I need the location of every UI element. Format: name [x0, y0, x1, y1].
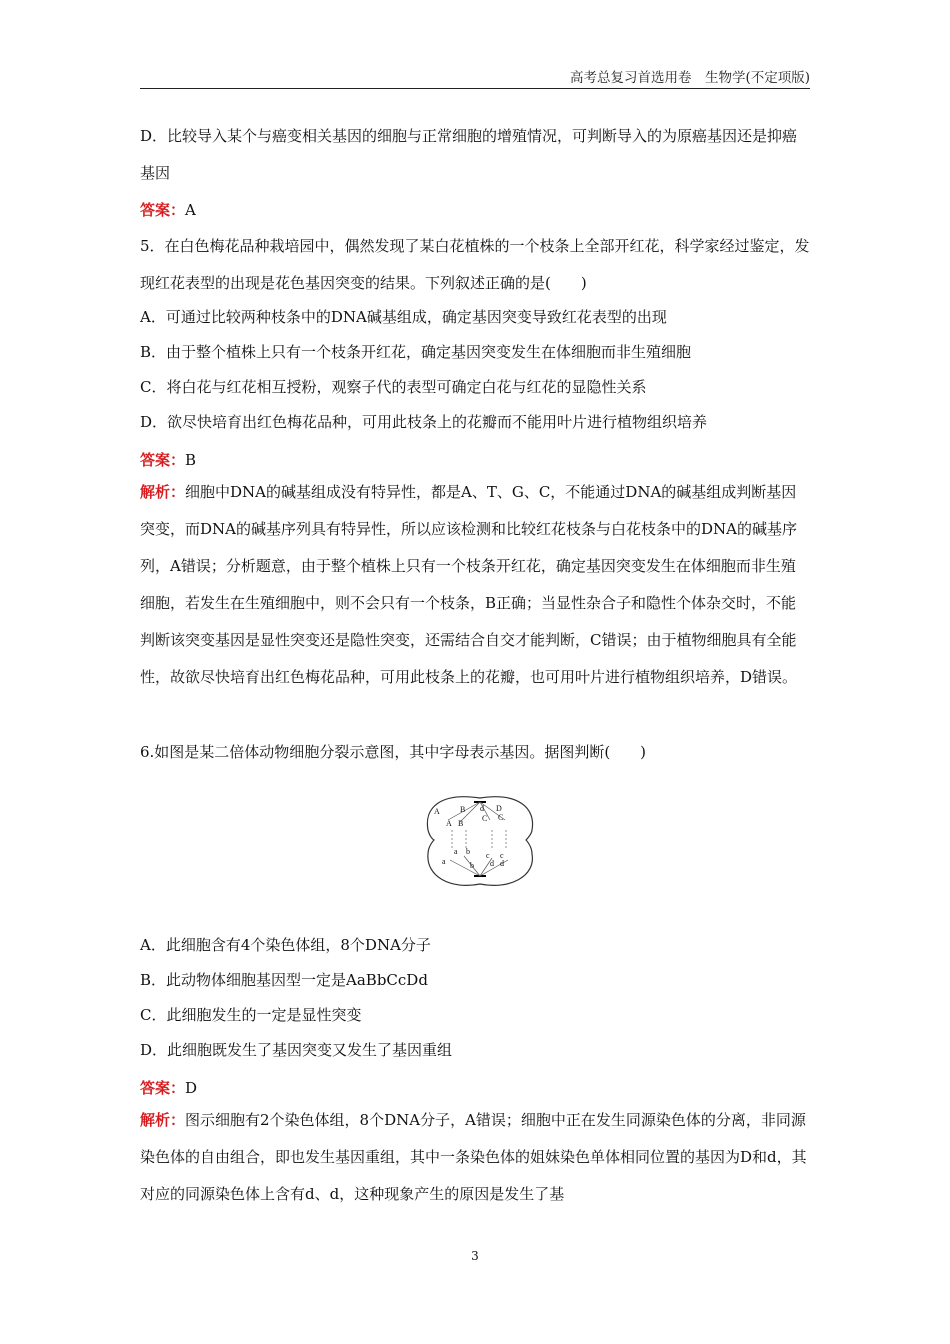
- gene-label: c: [500, 851, 504, 860]
- answer-label: 答案：: [140, 201, 186, 219]
- q6-answer: [140, 1076, 197, 1100]
- header-title: 高考总复习首选用卷 生物学(不定项版): [569, 70, 810, 86]
- gene-label: B: [458, 819, 464, 828]
- q6-stem: 6.如图是某二倍体动物细胞分裂示意图，其中字母表示基因。据图判断( ): [140, 743, 647, 761]
- page-number: 3: [471, 1249, 479, 1263]
- q5-option-d: D．欲尽快培育出红色梅花品种，可用此枝条上的花瓣而不能用叶片进行植物组织培养: [140, 413, 708, 431]
- analysis-label: 解析：: [140, 483, 186, 501]
- q5-option-c: C．将白花与红花相互授粉，观察子代的表型可确定白花与红花的显隐性关系: [140, 378, 647, 396]
- gene-label: a: [442, 857, 446, 866]
- gene-label: b: [470, 861, 474, 870]
- q4-option-d: D．比较导入某个与癌变相关基因的细胞与正常细胞的增殖情况，可判断导入的为原癌基因还是抑癌基因: [140, 127, 798, 182]
- gene-label: A: [434, 807, 440, 816]
- answer-label: 答案：: [140, 451, 186, 469]
- q5-stem: 5．在白色梅花品种栽培园中，偶然发现了某白花植株的一个枝条上全部开红花，科学家经过鉴定，发现红花表型的出现是花色基因突变的结果。下列叙述正确的是( ): [140, 237, 810, 292]
- answer-value: A: [185, 201, 196, 219]
- gene-label: D: [496, 804, 502, 813]
- q5-option-a: A．可通过比较两种枝条中的DNA碱基组成，确定基因突变导致红花表型的出现: [140, 308, 667, 326]
- gene-label: d: [490, 859, 494, 868]
- gene-label: C: [482, 814, 488, 823]
- spindle-fiber: [450, 860, 480, 876]
- answer-label: 答案：: [140, 1079, 186, 1097]
- gene-label: C: [498, 813, 504, 822]
- q4-answer: [140, 198, 196, 222]
- gene-label: B: [460, 805, 466, 814]
- q5-analysis: [140, 474, 810, 696]
- analysis-text: 图示细胞有2个染色体组，8个DNA分子，A错误；细胞中正在发生同源染色体的分离，非同源染色体的自由组合，即也发生基因重组，其中一条染色体的姐妹染色单体相同位置的基因为D和d，其对应的同源染色体上含有d、d，这种现象产生的原因是发生了基: [140, 1111, 807, 1203]
- gene-label: c: [486, 851, 490, 860]
- answer-value: B: [185, 451, 197, 469]
- q6-option-b: B．此动物体细胞基因型一定是AaBbCcDd: [140, 971, 428, 989]
- gene-label: b: [466, 847, 470, 856]
- gene-label: A: [446, 819, 452, 828]
- page-header: [140, 66, 810, 89]
- gene-label: d: [480, 804, 484, 813]
- q5-answer: [140, 448, 196, 472]
- gene-label: a: [454, 847, 458, 856]
- q6-option-d: D．此细胞既发生了基因突变又发生了基因重组: [140, 1041, 453, 1059]
- q6-analysis: [140, 1102, 810, 1213]
- q5-option-b: B．由于整个植株上只有一个枝条开红花，确定基因突变发生在体细胞而非生殖细胞: [140, 343, 692, 361]
- gene-label: d: [500, 859, 504, 868]
- analysis-text: 细胞中DNA的碱基组成没有特异性，都是A、T、G、C，不能通过DNA的碱基组成判断基因突变，而DNA的碱基序列具有特异性，所以应该检测和比较红花枝条与白花枝条中的DNA的碱基序列，A错误；分析题意，由于整个植株上只有一个枝条开红花，确定基因突变发生在体细胞而非生殖细胞，若发生在生殖细胞中，则不会只有一个枝条，B正确；当显性杂合子和隐性个体杂交时，不能判断该突变基因是显性突变还是隐性突变，还需结合自交才能判断，C错误；由于植物细胞具有全能性，故欲尽快培育出红色梅花品种，可用此枝条上的花瓣，也可用叶片进行植物组织培养，D错误。: [140, 483, 798, 686]
- answer-value: D: [185, 1079, 198, 1097]
- q6-option-c: C．此细胞发生的一定是显性突变: [140, 1006, 362, 1024]
- q6-option-a: A．此细胞含有4个染色体组，8个DNA分子: [140, 936, 431, 954]
- analysis-label: 解析：: [140, 1111, 186, 1129]
- chromatid-separation: [452, 830, 506, 848]
- cell-division-diagram: [420, 790, 540, 890]
